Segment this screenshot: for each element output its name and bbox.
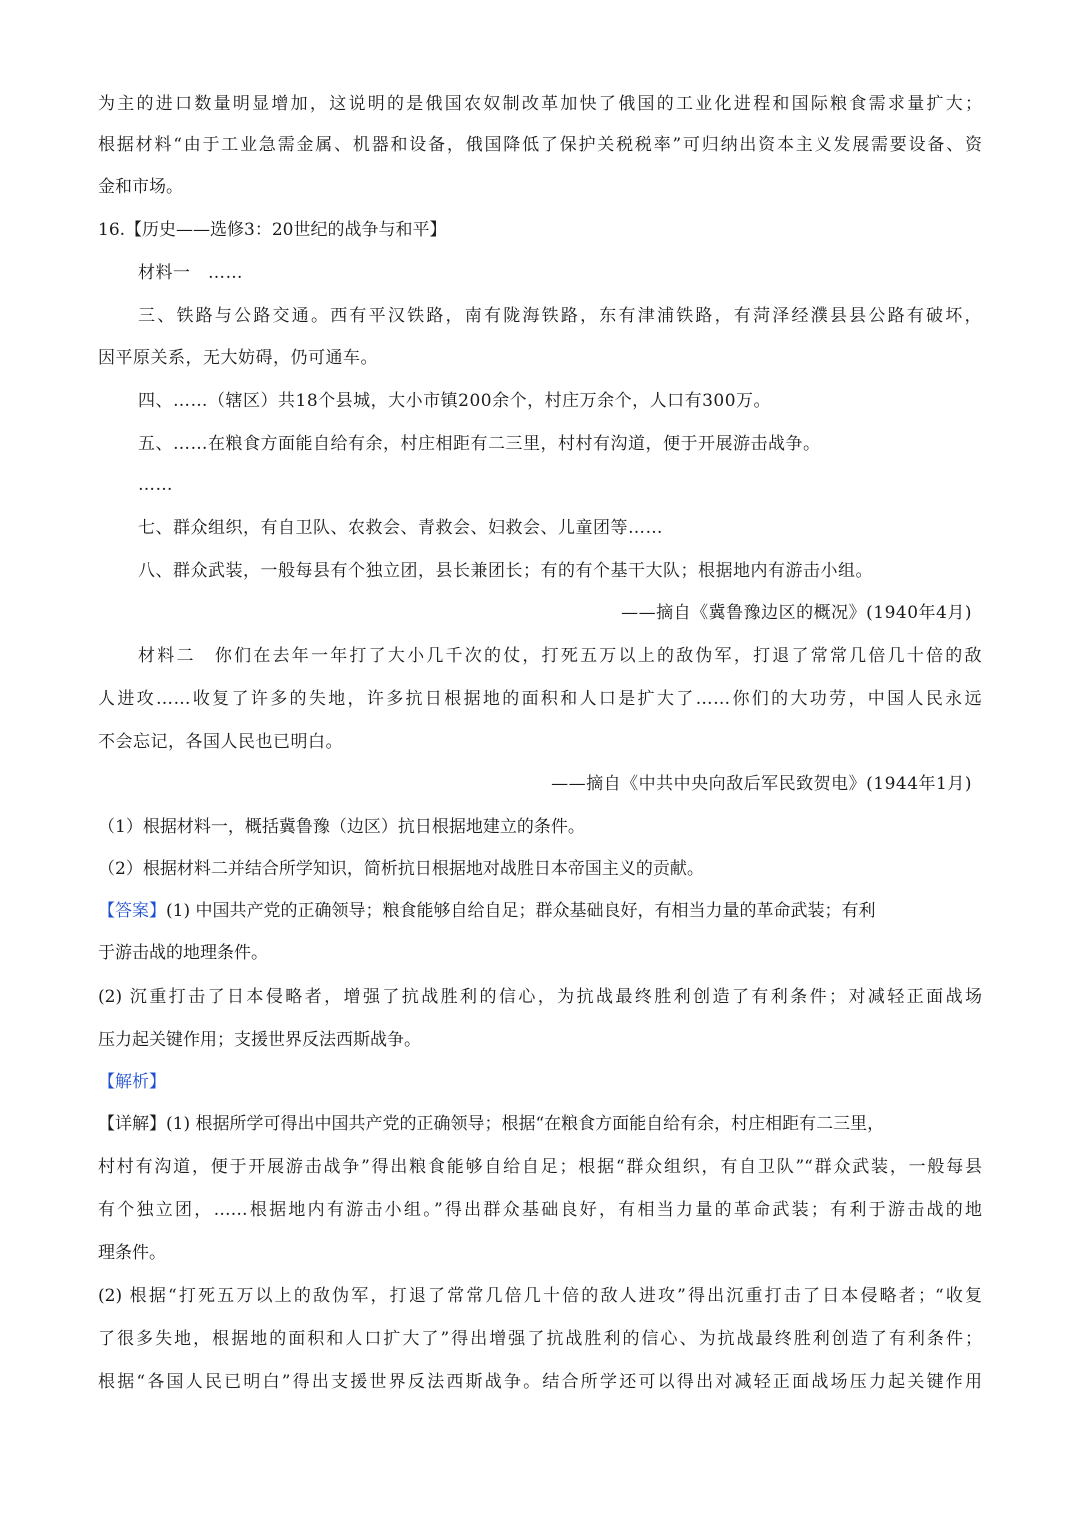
intro-line-1: 为主的进口数量明显增加，这说明的是俄国农奴制改革加快了俄国的工业化进程和国际粮食需求量扩大； [98,94,982,114]
analysis-line-7: 根据“各国人民已明白”得出支援世界反法西斯战争。结合所学还可以得出对减轻正面战场压力起关键作用 [98,1372,982,1392]
material1-source: ——摘自《冀鲁豫边区的概况》(1940年4月) [621,603,972,623]
answer-line-4: 压力起关键作用；支援世界反法西斯战争。 [98,1030,421,1050]
answer-tag: 【答案】 [98,901,166,921]
material1-item: 七、群众组织，有自卫队、农救会、青救会、妇救会、儿童团等…… [138,518,663,538]
intro-line-3: 金和市场。 [98,177,183,197]
material2-source: ——摘自《中共中央向敌后军民致贺电》(1944年1月) [551,774,972,794]
intro-line-2: 根据材料“由于工业急需金属、机器和设备，俄国降低了保护关税税率”可归纳出资本主义发展需要设备、资 [98,135,982,155]
analysis-tag: 【解析】 [98,1072,166,1092]
material1-item: …… [138,475,173,495]
material1-label: 材料一 …… [138,263,243,283]
answer-line-3: (2) 沉重打击了日本侵略者，增强了抗战胜利的信心，为抗战最终胜利创造了有利条件；对减轻正面战场 [98,987,982,1007]
answer-text: (1) 中国共产党的正确领导；粮食能够自给自足；群众基础良好，有相当力量的革命武装；有利 [166,901,876,921]
analysis-line-1 [98,1113,982,1135]
question-title: 16.【历史——选修3：20世纪的战争与和平】 [98,220,447,240]
detail-tag: 【详解】 [98,1114,166,1134]
answer-line-2: 于游击战的地理条件。 [98,943,268,963]
answer-line-1 [98,900,982,922]
analysis-line-5: (2) 根据“打死五万以上的敌伪军，打退了常常几倍几十倍的敌人进攻”得出沉重打击了日本侵略者；“收复 [98,1286,982,1306]
material2-line: 不会忘记，各国人民也已明白。 [98,732,343,752]
question-2: （2）根据材料二并结合所学知识，简析抗日根据地对战胜日本帝国主义的贡献。 [98,859,704,879]
material1-item: 三、铁路与公路交通。西有平汉铁路，南有陇海铁路，东有津浦铁路，有菏泽经濮县县公路有破坏， [138,306,982,326]
material2-line: 人进攻……收复了许多的失地，许多抗日根据地的面积和人口是扩大了……你们的大功劳，中国人民永远 [98,689,982,709]
material1-item: 五、……在粮食方面能自给有余，村庄相距有二三里，村村有沟道，便于开展游击战争。 [138,434,821,454]
analysis-line-2: 村村有沟道，便于开展游击战争”得出粮食能够自给自足；根据“群众组织，有自卫队”“群众武装，一般每县 [98,1157,982,1177]
analysis-line-3: 有个独立团，……根据地内有游击小组。”得出群众基础良好，有相当力量的革命武装；有利于游击战的地 [98,1200,982,1220]
material1-item: 八、群众武装，一般每县有个独立团，县长兼团长；有的有个基干大队；根据地内有游击小组。 [138,561,873,581]
question-1: （1）根据材料一，概括冀鲁豫（边区）抗日根据地建立的条件。 [98,817,585,837]
analysis-text: (1) 根据所学可得出中国共产党的正确领导；根据“在粮食方面能自给有余，村庄相距有二三里， [166,1114,885,1134]
material2-line: 材料二 你们在去年一年打了大小几千次的仗，打死五万以上的敌伪军，打退了常常几倍几十倍的敌 [138,646,982,666]
material1-item: 因平原关系，无大妨碍，仍可通车。 [98,348,378,368]
analysis-line-6: 了很多失地，根据地的面积和人口扩大了”得出增强了抗战胜利的信心、为抗战最终胜利创造了有利条件； [98,1329,982,1349]
analysis-line-4: 理条件。 [98,1243,166,1263]
material1-item: 四、……（辖区）共18个县城，大小市镇200余个，村庄万余个，人口有300万。 [138,391,772,411]
